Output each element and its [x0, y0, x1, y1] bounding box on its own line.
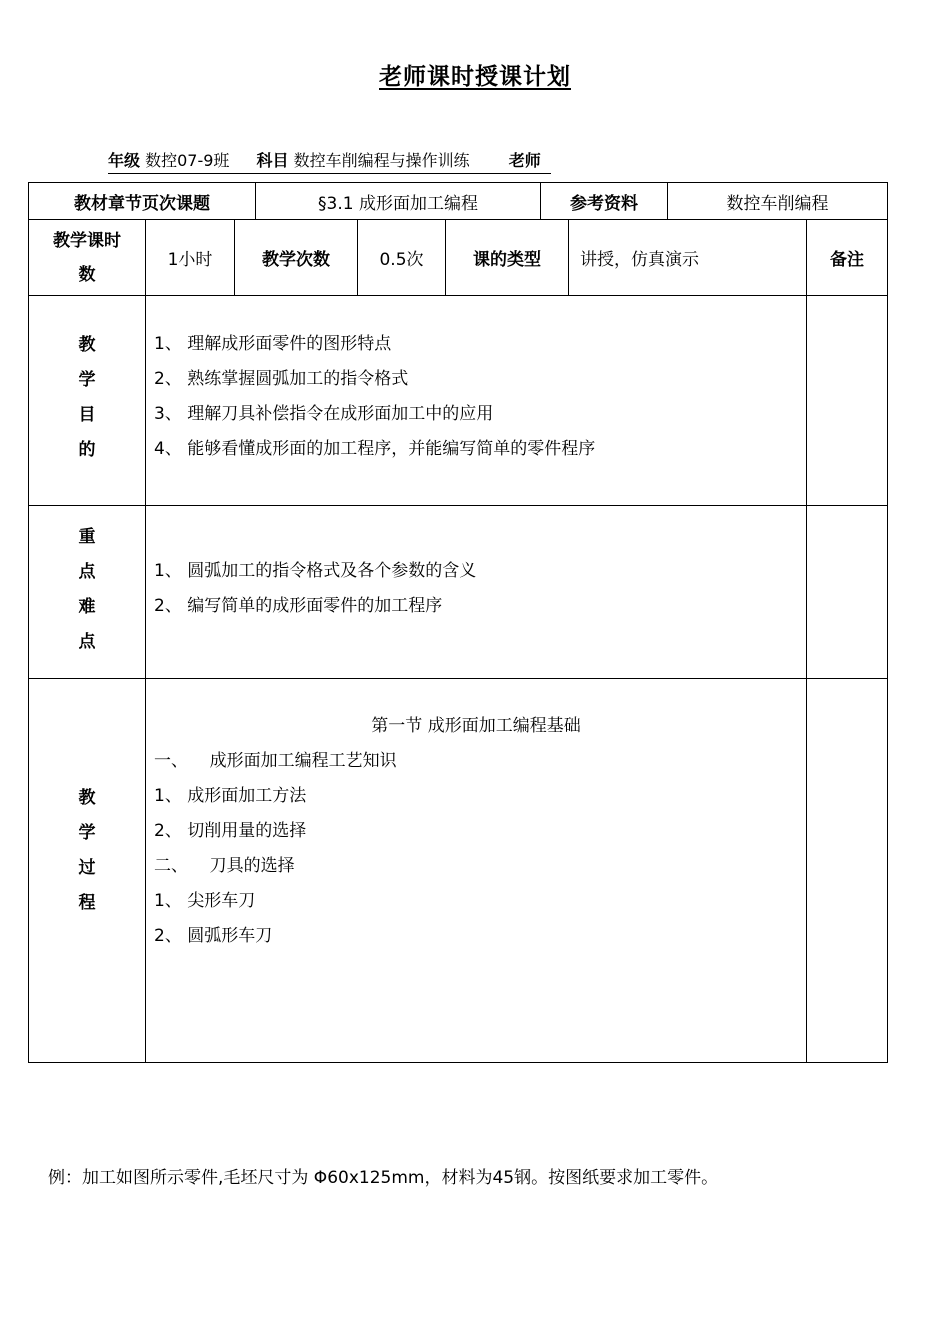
- process-item: 一、 成形面加工编程工艺知识: [154, 751, 397, 771]
- count-label: 教学次数: [234, 219, 358, 296]
- keypoints-label-char: 难: [78, 597, 96, 617]
- grade-value: 数控07-9班: [145, 151, 230, 170]
- keypoints-label-char: 重: [78, 527, 96, 547]
- keypoint-item: 1、 圆弧加工的指令格式及各个参数的含义: [154, 561, 477, 581]
- keypoints-label-char: 点: [78, 562, 96, 582]
- teacher-label: 老师: [508, 151, 541, 170]
- hours-label-line1: 教学课时: [53, 230, 121, 251]
- reference-value: 数控车削编程: [667, 182, 888, 220]
- grade-label: 年级: [108, 151, 141, 170]
- objectives-label-char: 的: [78, 440, 96, 460]
- process-item: 2、 切削用量的选择: [154, 821, 307, 841]
- course-info-line: [108, 148, 551, 174]
- hours-label: [28, 219, 146, 296]
- objectives-label-char: 目: [78, 405, 96, 425]
- type-value: 讲授，仿真演示: [568, 219, 807, 296]
- objective-item: 4、 能够看懂成形面的加工程序，并能编写简单的零件程序: [154, 439, 596, 459]
- process-label-char: 程: [78, 893, 96, 913]
- type-label: 课的类型: [445, 219, 569, 296]
- chapter-label: 教材章节页次课题: [28, 182, 256, 220]
- keypoints-note: [806, 505, 888, 679]
- process-label-char: 过: [78, 858, 96, 878]
- keypoint-item: 2、 编写简单的成形面零件的加工程序: [154, 596, 443, 616]
- process-content: [145, 678, 807, 1063]
- process-label-char: 学: [78, 823, 96, 843]
- objectives-note: [806, 295, 888, 506]
- objective-item: 2、 熟练掌握圆弧加工的指令格式: [154, 369, 409, 389]
- hours-value: 1小时: [145, 219, 235, 296]
- objectives-label-char: 教: [78, 335, 96, 355]
- keypoints-content: [145, 505, 807, 679]
- objective-item: 1、 理解成形面零件的图形特点: [154, 334, 392, 354]
- subject-label: 科目: [256, 151, 289, 170]
- process-item: 2、 圆弧形车刀: [154, 926, 273, 946]
- objectives-label: [28, 295, 146, 506]
- process-item: 二、 刀具的选择: [154, 856, 295, 876]
- note-label: 备注: [806, 219, 888, 296]
- objective-item: 3、 理解刀具补偿指令在成形面加工中的应用: [154, 404, 494, 424]
- objectives-content: [145, 295, 807, 506]
- chapter-value: §3.1 成形面加工编程: [255, 182, 541, 220]
- reference-label: 参考资料: [540, 182, 668, 220]
- process-note: [806, 678, 888, 1063]
- hours-label-line2: 数: [78, 264, 96, 285]
- subject-value: 数控车削编程与操作训练: [293, 151, 470, 170]
- process-label: [28, 678, 146, 1063]
- process-heading: 第一节 成形面加工编程基础: [371, 716, 581, 736]
- page-title: 老师课时授课计划: [379, 64, 571, 90]
- process-item: 1、 尖形车刀: [154, 891, 256, 911]
- keypoints-label-char: 点: [78, 632, 96, 652]
- objectives-label-char: 学: [78, 370, 96, 390]
- process-label-char: 教: [78, 788, 96, 808]
- example-note: 例：加工如图所示零件,毛坯尺寸为 Φ60x125mm，材料为45钢。按图纸要求加工零件。: [48, 1168, 719, 1188]
- keypoints-label: [28, 505, 146, 679]
- process-item: 1、 成形面加工方法: [154, 786, 307, 806]
- count-value: 0.5次: [357, 219, 446, 296]
